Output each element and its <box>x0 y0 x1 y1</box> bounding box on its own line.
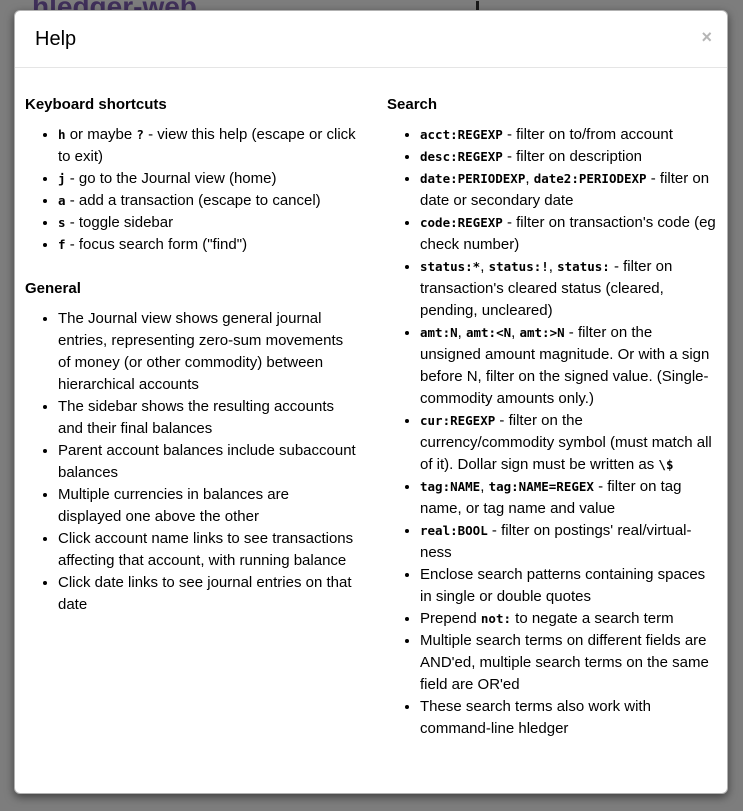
code-span: status:* <box>420 259 481 274</box>
code-span: f <box>58 237 66 252</box>
code-span: acct:REGEXP <box>420 127 503 142</box>
list-item: • code:REGEXP - filter on transaction's code (eg check number) <box>420 212 717 256</box>
code-span: h <box>58 127 66 142</box>
list-item: • Enclose search patterns containing spaces in single or double quotes <box>420 564 717 608</box>
help-list <box>387 124 717 740</box>
list-item: • f - focus search form ("find") <box>58 234 356 256</box>
list-item: • Click account name links to see transactions affecting that account, with running balance <box>58 528 356 572</box>
code-span: desc:REGEXP <box>420 149 503 164</box>
code-span: ? <box>136 127 144 142</box>
code-span: amt:<N <box>465 325 512 340</box>
code-span: \$ <box>658 457 674 472</box>
list-item: • The Journal view shows general journal entries, representing zero-sum movements of money (or other commodity) between hierarchical accounts <box>58 308 356 396</box>
help-list <box>25 124 356 256</box>
list-item: • Multiple search terms on different fields are AND'ed, multiple search terms on the same field are OR'ed <box>420 630 717 696</box>
list-item: • status:*, status:!, status: - filter on transaction's cleared status (cleared, pending, uncleared) <box>420 256 717 322</box>
column-right <box>372 80 719 764</box>
code-span: status: <box>557 259 610 274</box>
list-item: • j - go to the Journal view (home) <box>58 168 356 190</box>
code-span: real:BOOL <box>420 523 488 538</box>
help-list <box>25 308 356 616</box>
code-span: code:REGEXP <box>420 215 503 230</box>
list-item: • date:PERIODEXP, date2:PERIODEXP - filter on date or secondary date <box>420 168 717 212</box>
modal-title: Help <box>35 28 77 50</box>
section-heading: Keyboard shortcuts <box>25 96 167 113</box>
list-item: • Parent account balances include subaccount balances <box>58 440 356 484</box>
code-span: s <box>58 215 66 230</box>
list-item: • a - add a transaction (escape to cancel) <box>58 190 356 212</box>
code-span: j <box>58 171 66 186</box>
code-span: date2:PERIODEXP <box>533 171 647 186</box>
help-dialog <box>14 10 728 794</box>
list-item: • acct:REGEXP - filter on to/from account <box>420 124 717 146</box>
list-item: • s - toggle sidebar <box>58 212 356 234</box>
list-item: • tag:NAME, tag:NAME=REGEX - filter on tag name, or tag name and value <box>420 476 717 520</box>
code-span: tag:NAME <box>420 479 481 494</box>
list-item: • cur:REGEXP - filter on the currency/commodity symbol (must match all of it). Dollar sign must be written as \$ <box>420 410 717 476</box>
list-item: • Prepend not: to negate a search term <box>420 608 717 630</box>
modal-header <box>15 11 727 68</box>
code-span: tag:NAME=REGEX <box>488 479 594 494</box>
list-item: • desc:REGEXP - filter on description <box>420 146 717 168</box>
dimmed-page-header <box>0 0 743 10</box>
section-heading: Search <box>387 96 438 113</box>
list-item: • amt:N, amt:<N, amt:>N - filter on the unsigned amount magnitude. Or with a sign before N, filter on the signed value. (Single-commodity amounts only.) <box>420 322 717 410</box>
code-span: status:! <box>488 259 549 274</box>
code-span: amt:N <box>420 325 458 340</box>
list-item: • These search terms also work with command-line hledger <box>420 696 717 740</box>
section-heading: General <box>25 280 81 297</box>
code-span: not: <box>480 611 511 626</box>
list-item: • Click date links to see journal entries on that date <box>58 572 356 616</box>
column-left <box>25 80 372 764</box>
code-span: amt:>N <box>519 325 565 340</box>
list-item: • The sidebar shows the resulting accounts and their final balances <box>58 396 356 440</box>
modal-body <box>15 68 727 786</box>
list-item: • Multiple currencies in balances are displayed one above the other <box>58 484 356 528</box>
close-icon[interactable]: × <box>701 27 712 47</box>
code-span: date:PERIODEXP <box>420 171 526 186</box>
code-span: a <box>58 193 66 208</box>
code-span: cur:REGEXP <box>420 413 496 428</box>
list-item: • real:BOOL - filter on postings' real/virtual-ness <box>420 520 717 564</box>
list-item: • h or maybe ? - view this help (escape or click to exit) <box>58 124 356 168</box>
